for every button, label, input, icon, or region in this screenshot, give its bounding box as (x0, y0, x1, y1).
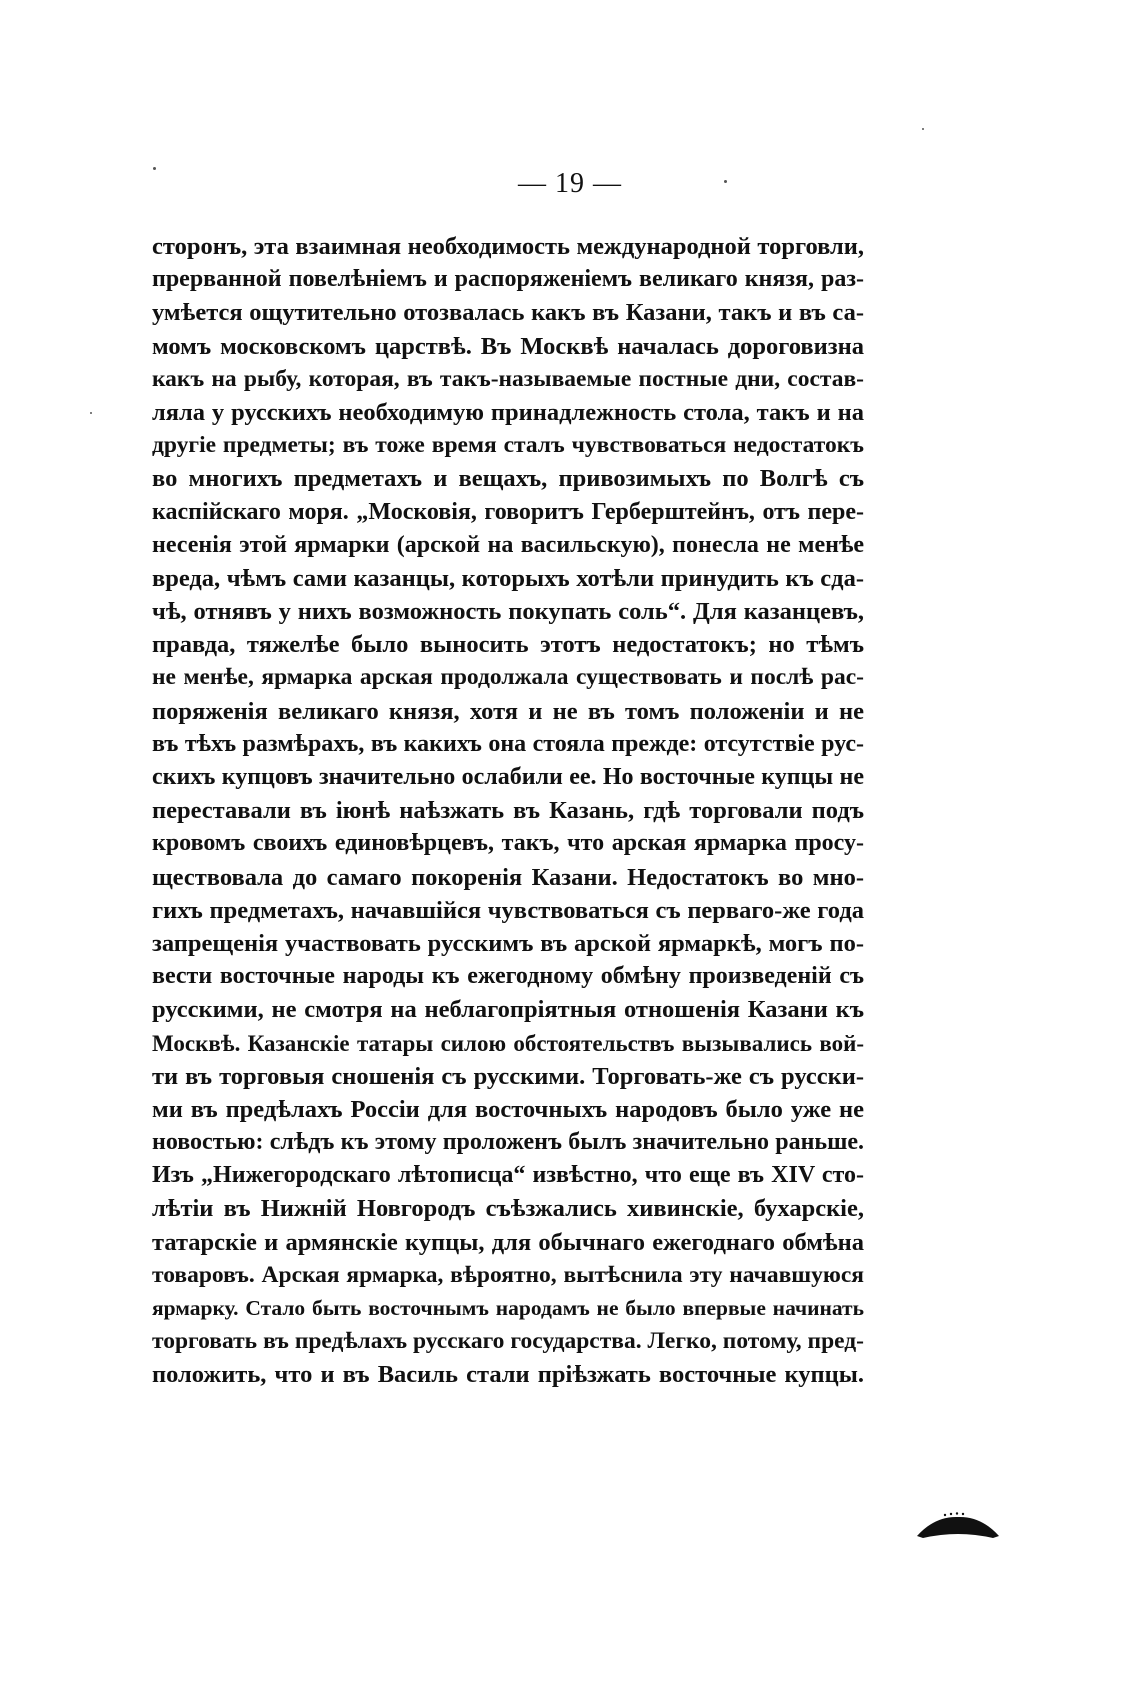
page-number: — 19 — (518, 168, 622, 199)
text-line: торговать въ предѣлахъ русскаго государства. Легко, потому, пред- (152, 1328, 864, 1355)
ornament-mark (915, 1512, 1001, 1542)
text-line: каспійскаго моря. „Московія, говоритъ Герберштейнъ, отъ пере- (152, 498, 864, 525)
text-line: правда, тяжелѣе было выносить этотъ недостатокъ; но тѣмъ (152, 631, 864, 659)
text-line: вести восточные народы къ ежегодному обмѣну произведеній съ (152, 963, 864, 990)
text-line: поряженія великаго князя, хотя и не въ томъ положеніи и не (152, 697, 864, 725)
text-line: ляла у русскихъ необходимую принадлежность стола, такъ и на (152, 398, 864, 426)
text-line: вреда, чѣмъ сами казанцы, которыхъ хотѣли принудить къ сда- (152, 564, 864, 592)
text-line: момъ московскомъ царствѣ. Въ Москвѣ началась дороговизна (152, 332, 864, 360)
text-line: во многихъ предметахъ и вещахъ, привозимыхъ по Волгѣ съ (152, 465, 864, 493)
text-line: запрещенія участвовать русскимъ въ арской ярмаркѣ, могъ по- (152, 929, 864, 957)
text-line: ществовала до самаго покоренія Казани. Недостатокъ во мно- (152, 863, 864, 891)
text-line: русскими, не смотря на неблагопріятныя отношенія Казани къ (152, 996, 864, 1024)
body-text (152, 230, 864, 1392)
text-line: гихъ предметахъ, начавшійся чувствоваться съ перваго-же года (152, 896, 864, 924)
text-line: какъ на рыбу, которая, въ такъ-называемые постные дни, состав- (152, 365, 864, 392)
text-line: скихъ купцовъ значительно ослабили ее. Но восточные купцы не (152, 764, 864, 790)
text-line: чѣ, отнявъ у нихъ возможность покупать соль“. Для казанцевъ, (152, 598, 864, 626)
text-line: переставали въ іюнѣ наѣзжать въ Казань, гдѣ торговали подъ (152, 797, 864, 825)
text-line: другіе предметы; въ тоже время сталъ чувствоваться недостатокъ (152, 432, 864, 459)
text-line: несенія этой ярмарки (арской на васильскую), понесла не менѣе (152, 531, 864, 558)
text-line: въ тѣхъ размѣрахъ, въ какихъ она стояла прежде: отсутствіе рус- (152, 730, 864, 757)
text-line: ти въ торговыя сношенія съ русскими. Торговать-же съ русски- (152, 1062, 864, 1090)
text-line: товаровъ. Арская ярмарка, вѣроятно, вытѣснила эту начавшуюся (152, 1261, 864, 1288)
print-speck (724, 180, 727, 183)
text-line: положить, что и въ Василь стали пріѣзжать восточные купцы. (152, 1361, 864, 1389)
text-line: ми въ предѣлахъ Россіи для восточныхъ народовъ было уже не (152, 1095, 864, 1123)
text-line: ярмарку. Стало быть восточнымъ народамъ не было впервые начинать (152, 1296, 864, 1320)
print-speck (153, 167, 156, 170)
text-line: Изъ „Нижегородскаго лѣтописца“ извѣстно, что еще въ XIV сто- (152, 1162, 864, 1189)
text-line: лѣтіи въ Нижній Новгородъ съѣзжались хивинскіе, бухарскіе, (152, 1195, 864, 1223)
text-line: Москвѣ. Казанскіе татары силою обстоятельствъ вызывались вой- (152, 1030, 864, 1056)
text-line: кровомъ своихъ единовѣрцевъ, такъ, что арская ярмарка просу- (152, 830, 864, 857)
print-speck (90, 412, 92, 414)
text-line: не менѣе, ярмарка арская продолжала существовать и послѣ рас- (152, 664, 864, 691)
text-line: новостью: слѣдъ къ этому проложенъ былъ значительно раньше. (152, 1129, 864, 1156)
text-line: сторонъ, эта взаимная необходимость международной торговли, (152, 233, 864, 260)
print-speck (922, 128, 924, 130)
text-line: прерванной повелѣніемъ и распоряженіемъ великаго князя, раз- (152, 266, 864, 293)
text-line: татарскіе и армянскіе купцы, для обычнаго ежегоднаго обмѣна (152, 1228, 864, 1256)
text-line: умѣется ощутительно отозвалась какъ въ Казани, такъ и въ са- (152, 299, 864, 327)
